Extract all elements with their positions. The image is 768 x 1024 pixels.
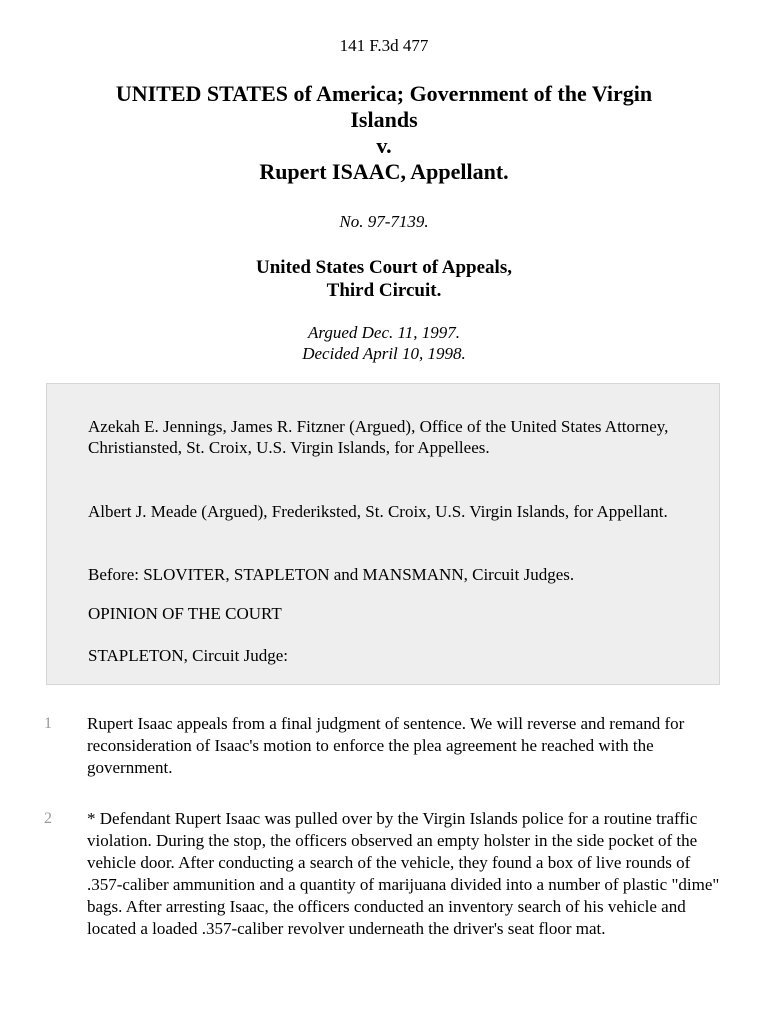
paragraph-number: 1 <box>44 715 52 732</box>
opinion-author: STAPLETON, Circuit Judge: <box>88 646 288 665</box>
caption-line-2: Islands <box>350 107 418 132</box>
paragraph-text: Rupert Isaac appeals from a final judgment of sentence. We will reverse and remand for reconsideration of Isaac's motion to enforce the plea agreement he reached with the government. <box>87 714 685 777</box>
case-caption <box>40 81 728 185</box>
docket-number: No. 97-7139. <box>339 212 429 231</box>
paragraph-number: 2 <box>44 810 52 827</box>
opinion-heading: OPINION OF THE COURT <box>88 604 282 623</box>
caption-appellant: Rupert ISAAC, Appellant. <box>259 159 509 184</box>
caption-line-1: UNITED STATES of America; Government of the Virgin <box>115 81 653 106</box>
court-name-line-2: Third Circuit. <box>326 280 442 301</box>
reporter-citation: 141 F.3d 477 <box>339 36 429 55</box>
counsel-for-appellees: Azekah E. Jennings, James R. Fitzner (Argued), Office of the United States Attorney, Christiansted, St. Croix, U.S. Virgin Islands, for Appellees. <box>88 417 669 457</box>
paragraph-text: * Defendant Rupert Isaac was pulled over by the Virgin Islands police for a routine traffic violation. During the stop, the officers observed an empty holster in the side pocket of the vehicle door. After conducting a search of the vehicle, they found a box of live rounds of .357-caliber ammunition and a quantity of marijuana divided into a number of plastic "dime" bags. After arresting Isaac, the officers conducted an inventory search of his vehicle and located a loaded .357-caliber revolver underneath the driver's seat floor mat. <box>87 809 720 938</box>
counsel-for-appellant: Albert J. Meade (Argued), Frederiksted, St. Croix, U.S. Virgin Islands, for Appellant. <box>88 502 668 521</box>
argued-date: Argued Dec. 11, 1997. <box>307 323 461 342</box>
decided-date: Decided April 10, 1998. <box>302 344 466 363</box>
counsel-panel <box>46 383 720 685</box>
court-name <box>0 256 768 302</box>
caption-versus: v. <box>376 133 392 158</box>
panel-judges: Before: SLOVITER, STAPLETON and MANSMANN, Circuit Judges. <box>88 565 575 584</box>
case-dates <box>0 322 768 364</box>
court-name-line-1: United States Court of Appeals, <box>256 257 512 278</box>
